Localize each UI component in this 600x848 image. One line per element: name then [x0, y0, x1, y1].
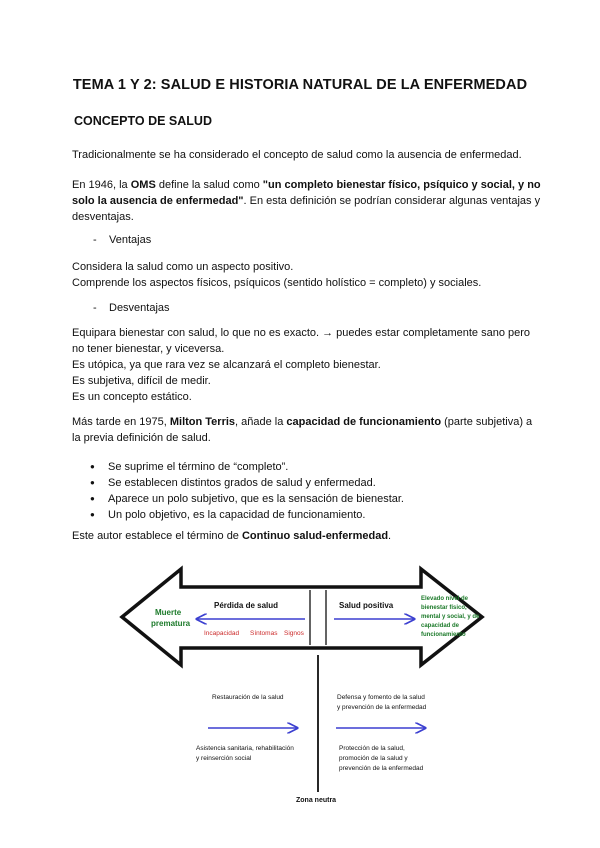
ventajas-label: Ventajas	[109, 234, 152, 246]
elevado-line: mental y social, y de	[421, 614, 480, 620]
text-run: Más tarde en 1975,	[72, 416, 170, 428]
list-item: ● Se suprime el término de “completo”.	[90, 459, 404, 475]
ventaja-line: Comprende los aspectos físicos, psíquicos (sentido holístico = completo) y sociales.	[72, 277, 482, 289]
dash-marker: -	[93, 302, 97, 314]
paragraph-intro: Tradicionalmente se ha considerado el concepto de salud como la ausencia de enfermedad.	[72, 149, 522, 161]
elevado-line: funcionamiento	[421, 632, 466, 638]
text-run: . En esta definición se podrían considerar algunas ventajas y desventajas.	[72, 195, 541, 223]
asistencia-line: y reinserción social	[196, 755, 252, 762]
page-title: TEMA 1 Y 2: SALUD E HISTORIA NATURAL DE LA ENFERMEDAD	[72, 77, 528, 93]
ventaja-line: Considera la salud como un aspecto positivo.	[72, 261, 294, 273]
list-item: ● Aparece un polo subjetivo, que es la sensación de bienestar.	[90, 491, 404, 507]
text-capacidad: capacidad de funcionamiento	[286, 416, 442, 428]
desventaja-line: Es un concepto estático.	[72, 391, 192, 403]
desventaja-line: Es subjetiva, difícil de medir.	[72, 375, 211, 387]
muerte-line2: prematura	[151, 619, 191, 628]
text-run: , añade la	[235, 416, 287, 428]
section-heading: CONCEPTO DE SALUD	[74, 114, 212, 128]
list-item: ● Se establecen distintos grados de salud y enfermedad.	[90, 475, 404, 491]
text-run: .	[388, 530, 392, 542]
text-run: En 1946, la	[72, 179, 131, 191]
proteccion-line: promoción de la salud y	[339, 755, 408, 762]
elevado-line: Elevado nivel de	[421, 596, 469, 602]
elevado-line: bienestar físico,	[421, 605, 467, 611]
text-run: define la salud como	[155, 179, 263, 191]
restauracion-label: Restauración de la salud	[212, 694, 284, 701]
defensa-line: Defensa y fomento de la salud	[337, 694, 425, 701]
incapacidad-label: Incapacidad	[204, 630, 240, 637]
sintomas-label: Síntomas	[250, 630, 278, 637]
text-run: (parte subjetiva) a la previa definición de salud.	[72, 416, 533, 444]
zona-neutra-label: Zona neutra	[296, 797, 337, 804]
proteccion-line: Protección de la salud,	[339, 745, 405, 752]
text-milton-terris: Milton Terris	[169, 416, 236, 428]
desventajas-label: Desventajas	[109, 302, 170, 314]
dash-marker: -	[93, 234, 97, 246]
list-item: ● Un polo objetivo, es la capacidad de funcionamiento.	[90, 507, 404, 523]
proteccion-line: prevención de la enfermedad	[339, 765, 424, 772]
desventaja-line: Es utópica, ya que rara vez se alcanzará el completo bienestar.	[72, 359, 381, 371]
desventaja-line: Equipara bienestar con salud, lo que no es exacto. → puedes estar completamente sano pero no tener bienestar, y viceversa.	[72, 327, 531, 355]
defensa-line: y prevención de la enfermedad	[337, 704, 427, 711]
signos-label: Signos	[284, 630, 304, 637]
perdida-label: Pérdida de salud	[214, 601, 279, 610]
elevado-line: capacidad de	[421, 623, 460, 629]
asistencia-line: Asistencia sanitaria, rehabilitación	[196, 745, 294, 752]
text-continuo: Continuo salud-enfermedad	[241, 530, 389, 542]
text-oms: OMS	[130, 179, 156, 191]
salud-positiva-label: Salud positiva	[339, 601, 394, 610]
text-run: Este autor establece el término de	[72, 530, 242, 542]
muerte-line1: Muerte	[155, 608, 182, 617]
text-oms-definition: "un completo bienestar físico, psíquico y social, y no solo la ausencia de enfermedad"	[72, 179, 541, 207]
